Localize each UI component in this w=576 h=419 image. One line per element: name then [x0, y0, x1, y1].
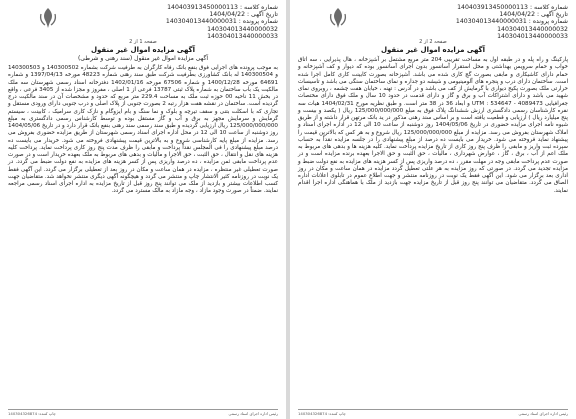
page-footer [8, 409, 278, 416]
footer-code: چاپ کننده: 140304326874 [298, 411, 346, 416]
page-number: صفحه 1 از 2 [129, 39, 157, 45]
kelaseh-number: 140403913450000113 [457, 4, 528, 11]
iran-emblem-icon [36, 6, 60, 30]
notice-date: 1404/04/22 [499, 11, 536, 19]
footer-code: چاپ کننده: 140304326874 [8, 411, 56, 416]
page-header [8, 4, 278, 38]
notice-body: به موجب پرونده های اجرایی فوق بنفع بانک رفاه کارگران به طرفیت شرکت بشماره 140300502 و 140300503 و 140300504 له بانک کشاورزی بطرفیت شرکت طبق سند رهنی شماره 48223 مورخه 1397/04/13 و شماره 64691 مورخه 1400/12/28 و شماره 67506 مورخه 1402/01/16 دفترخانه اسناد رسمی شهرستان سه ملک مالکیت یک باب ساختمان به شماره پلاک ثبتی 13787 فرعی از 1 اصلی ، مفروز و مجزا شده از 3405 فرعی ، واقع در بخش 11 ناحیه 00 حوزه ثبت ملک به مساحت 229.4 متر مربع که حدود و مشخصات آن در سند مالکیت درج گردیده است. ساختمان در نقشه هفت هزار رتبه 2 بصورت جنوبی از پلاک اصلی و درب جنوبی دارای ورودی مستقل و تجاری که با اسکلت بتنی و سقف تیرچه و بلوک و نما سنگ و بام ایزوگام و نازک کاری سرامیک ، کابینت ، سیستم گرمایش و سرمایش مجهز به برق و آب و گاز مستقل بوده و توسط کارشناس رسمی دادگستری به مبلغ 125/000/000/000 ریال ارزیابی گردیده و طبق سند رسمی سند رهنی بنفع بانک قرار دارد و در تاریخ 1404/05/06 روز دوشنبه از ساعت 10 الی 12 در محل اداره اجرای اسناد رسمی شهرستان از طریق مزایده حضوری بفروش می رسد. مزایده از مبلغ پایه کارشناسی شروع و به بالاترین قیمت پیشنهادی فروخته می شود. خریدار می بایست ده درصد مبلغ پیشنهادی را فی المجلس نقداً پرداخت و مابقی را ظرف مدت پنج روز کاری پرداخت نماید. پرداخت کلیه هزینه های نقل و انتقال ، حق الثبت ، حق الاجرا و مالیات و بدهی های مربوط به ملک بعهده خریدار است و در صورت عدم پرداخت مابقی ثمن مزایده ، ده درصد واریزی پس از کسر هزینه های مزایده به نفع دولت ضبط می گردد. در صورت تعطیلی غیر منتظره ، مزایده در همان ساعت و مکان در روز بعد از تعطیلی برگزار می گردد. این آگهی فقط یک نوبت در روزنامه کثیر الانتشار چاپ و منتشر می گردد و هیچگونه آگهی دیگری منتشر نخواهد شد. متقاضیان جهت کسب اطلاعات بیشتر و بازدید از ملک می توانند پنج روز قبل از تاریخ مزایده به اداره اجرای اسناد رسمی مراجعه نمایند. ضمناً در صورت وجود مازاد ، وجه مازاد به مالک مسترد می گردد. [8, 65, 279, 195]
iran-emblem-icon [326, 6, 350, 30]
reference-block: شماره کلاسه : 140403913450000113 تاریخ آگهی : 1404/04/22 شماره پرونده : 140304013440000031 140304013440000032 140304013440000033 [455, 4, 568, 40]
footer-signatory: رئیس اداره اجرای اسناد رسمی [228, 411, 278, 416]
case-number: 140304013440000032 [207, 25, 278, 33]
notice-page-right [290, 0, 576, 419]
case-number: 140304013440000032 [497, 25, 568, 33]
case-number: 140304013440000031 [165, 18, 237, 26]
notice-body: پارکینگ و راه پله و در طبقه اول به مساحت تقریبی 204 متر مربع مشتمل بر آشپزخانه ، هال پذیرایی ، سه اتاق خواب و حمام سرویس بهداشتی و محل استقرار آسانسور بدون اجرای آسانسور بوده که دیوار و کف آشپزخانه و حمام دارای کاشیکاری و مابقی بصورت گچ کاری شده می باشد. آشپزخانه بصورت کابینت کاری کامل اجرا شده است. ساختمان دارای درب و پنجره های آلومینیومی و شیشه دو جداره و نمای ساختمان سنگی می باشد و تاسیسات حرارتی ملک بصورت پکیج دیواری با گرمایش از کف می باشد و در آدرس : تهنه ، خیابان هفت چشمه ، روبروی نمای شهید می باشد و دارای اشتراکات آب و برق و گاز و دارای قدمت در حدود 10 سال و ملک فوق دارای مختصات جغرافیایی UTM : 534647 - 4089473 و ابعاد 36 در 38 متر است. و طبق نظریه مورخ 1404/02/31 هیات سه نفره کارشناسان رسمی دادگستری ارزش ششدانگ پلاک فوق به مبلغ 125/000/000/000 ریال ( یکصد و بیست و پنج میلیارد ریال ) ارزیابی و قطعیت یافته است و بر اساس سند رهنی مذکور در ید بانک مرتهن قرار داشته و از طریق شیوه نامه اجرای مزایده حضوری در تاریخ 1404/05/06 روز دوشنبه از ساعت 10 الی 12 در اداره اجرای اسناد و املاک شهرستان بفروش می رسد. مزایده از مبلغ 125/000/000/000 ریال شروع و به هر کس که بالاترین قیمت را پیشنهاد نماید فروخته می شود. خریدار می بایست ده درصد از مبلغ پیشنهادی را در جلسه مزایده نقداً به حساب سپرده ثبت واریز و مابقی را ظرف پنج روز کاری از تاریخ مزایده پرداخت نماید. کلیه هزینه ها و بدهی های مربوط به ملک اعم از آب ، برق ، گاز ، عوارض شهرداری ، مالیات ، حق الثبت و حق الاجرا بعهده برنده مزایده است و در صورت عدم پرداخت مابقی وجه در مهلت مقرر ، ده درصد واریزی پس از کسر هزینه های مزایده به نفع دولت ضبط و مزایده تجدید می گردد. در صورتی که روز مزایده به هر علتی تعطیل گردد مزایده در همان ساعت و مکان در روز اداری بعد برگزار می شود. این آگهی فقط یک نوبت در روزنامه منتشر و جهت اطلاع عموم در تابلوی اعلانات اداره الصاق می گردد. متقاضیان می توانند پنج روز قبل از تاریخ مزایده جهت بازدید از ملک با هماهنگی اداره اجرا اقدام نمایند. [298, 57, 569, 194]
notice-title: آگهی مزایده اموال غیر منقول [380, 46, 486, 54]
case-number: 140304013440000031 [455, 18, 527, 26]
notice-date: 1404/04/22 [209, 11, 246, 19]
footer-signatory: رئیس اداره اجرای اسناد رسمی [518, 411, 568, 416]
kelaseh-number: 140403913450000113 [167, 4, 238, 11]
case-number: 140304013440000033 [207, 32, 278, 40]
case-number: 140304013440000033 [497, 32, 568, 40]
page-number: صفحه 2 از 2 [419, 39, 447, 45]
page-footer [298, 409, 568, 416]
notice-page-left [0, 0, 286, 419]
reference-block: شماره کلاسه : 140403913450000113 تاریخ آگهی : 1404/04/22 شماره پرونده : 140304013440000031 140304013440000032 140304013440000033 [165, 4, 278, 40]
page-header [298, 4, 568, 38]
notice-subtitle: آگهی مزایده اموال غیر منقول (سند رهنی و شرطی) [77, 55, 209, 62]
notice-title: آگهی مزایده اموال غیر منقول [90, 46, 196, 54]
